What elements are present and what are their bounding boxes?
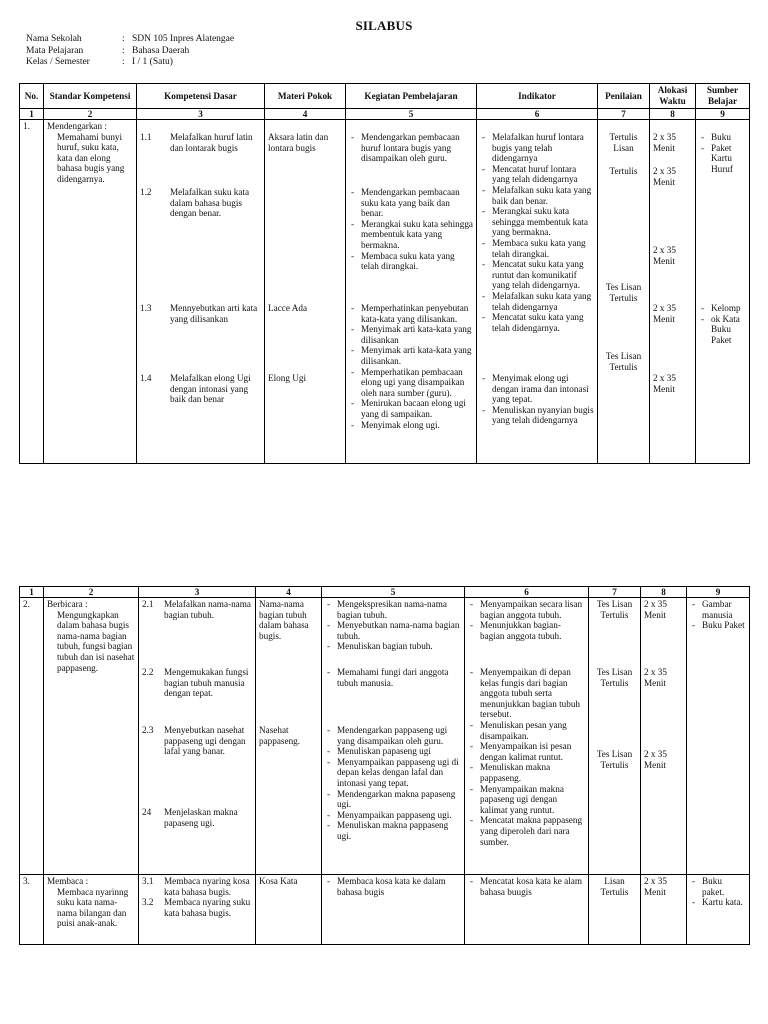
list-item: - Mengekspresikan nama-nama bagian tubuh. (325, 599, 461, 620)
col-number: 8 (641, 587, 687, 598)
kegiatan-list (325, 876, 461, 897)
kd-item (142, 725, 252, 757)
sumber-belajar-cell (696, 120, 750, 464)
kegiatan-list (349, 187, 473, 272)
kd-text: Melafalkan suku kata dalam bahasa bugis dengan benar. (170, 187, 250, 219)
alokasi-waktu-cell (650, 120, 696, 464)
materi-pokok-cell: Kosa Kata (256, 875, 322, 945)
alokasi-item: Menit (653, 143, 675, 153)
list-item: - Mencatat suku kata yang telah didengarnya. (480, 312, 594, 333)
alokasi-item: Menit (653, 177, 675, 187)
list-item: - Menuliskan makna pappaseng ugi. (325, 820, 461, 841)
list-item-cont: Huruf (711, 163, 733, 174)
penilaian-item: Lisan (604, 876, 625, 886)
indikator-cell (477, 120, 598, 464)
penilaian-item: Tertulis (600, 678, 629, 688)
kd-item (140, 303, 261, 324)
table-row (20, 120, 750, 464)
sumber-belajar-cell (687, 598, 750, 875)
alokasi-waktu-cell (641, 598, 687, 875)
meta-value: SDN 105 Inpres Alatengae (132, 34, 235, 44)
materi-item: Lacce Ada (268, 303, 308, 313)
col-number: 5 (322, 587, 465, 598)
kd-text: Menjelaskan makna papaseng ugi. (164, 807, 238, 828)
list-item: - Mendengarkan pembacaan suku kata yang baik dan benar. (349, 187, 473, 219)
kd-text: Membaca nyaring kosa kata bahasa bugis. (164, 876, 250, 897)
meta-row-class: Kelas / Semester : I / 1 (Satu) (26, 57, 173, 67)
col-number: 2 (44, 109, 137, 120)
list-item: - Mencatat makna pappaseng yang diperoleh dari nara sumber. (468, 815, 585, 847)
list-item: - Mendengarkan pembacaan huruf lontara bugis yang disampaikan oleh guru. (349, 132, 473, 164)
list-item-cont: Paket (711, 334, 732, 345)
alokasi-item: Menit (653, 314, 675, 324)
penilaian-item: Tertulis (609, 293, 638, 303)
kd-item (142, 667, 252, 699)
alokasi-item: 2 x 35 (653, 132, 676, 142)
penilaian-item: Tes Lisan (605, 282, 642, 292)
penilaian-item: Tertulis (600, 610, 629, 620)
list-item: - Menirukan bacaan elong ugi yang di sampaikan. (349, 398, 473, 419)
materi-item: Nama-nama bagian tubuh dalam bahasa bugis. (259, 599, 309, 641)
list-item: - Menyampaikan pappaseng ugi. (325, 810, 461, 821)
kd-item (142, 599, 252, 620)
materi-pokok-cell (265, 120, 346, 464)
sk-heading: Mendengarkan : (47, 121, 107, 131)
kd-code: 24 (142, 807, 152, 817)
sumber-list (699, 132, 746, 174)
penilaian-cell (589, 875, 641, 945)
list-item: - Mencatat kosa kata ke alam bahasa buugis (468, 876, 585, 897)
list-item: - Melafalkan huruf lontara bugis yang telah didengarnya (480, 132, 594, 164)
col-number: 9 (696, 109, 750, 120)
alokasi-item: Menit (644, 760, 666, 770)
kompetensi-dasar-cell (139, 875, 256, 945)
col-number: 4 (256, 587, 322, 598)
indikator-list (480, 373, 594, 426)
list-item: - Merangkai suku kata sehingga membentuk kata yang bermakna. (480, 206, 594, 238)
alokasi-item: Menit (653, 256, 675, 266)
penilaian-item: Tes Lisan (605, 351, 642, 361)
column-number-row (20, 109, 750, 120)
kd-code: 3.1 (142, 876, 154, 886)
header-indikator: Indikator (477, 84, 598, 109)
list-item: - Menyampaikan makna papaseng ugi dengan kalimat yang runtut. (468, 784, 585, 816)
list-item: - Kartu kata. (690, 897, 746, 908)
kd-item (140, 187, 261, 219)
kd-item (140, 132, 261, 153)
list-item: - Memahami fungi dari anggota tubuh manusia. (325, 667, 461, 688)
list-item: - Menyempaikan di depan kelas fungis dari bagian anggota tubuh serta menunjukkan bagian tubuh tersebut. (468, 667, 585, 720)
alokasi-item: Menit (653, 384, 675, 394)
alokasi-item: 2 x 35 (653, 303, 676, 313)
header-kompetensi-dasar: Kompetensi Dasar (137, 84, 265, 109)
header-penilaian: Penilaian (598, 84, 650, 109)
header-standar-kompetensi: Standar Kompetensi (44, 84, 137, 109)
header-materi-pokok: Materi Pokok (265, 84, 346, 109)
kd-text: Membaca nyaring suku kata bahasa bugis. (164, 897, 251, 918)
list-item: - Mendengarkan makna papaseng ugi. (325, 789, 461, 810)
list-item: - Melafalkan suku kata yang baik dan benar. (480, 185, 594, 206)
kd-code: 3.2 (142, 897, 154, 908)
list-item: - Menyampaikan secara lisan bagian anggota tubuh. (468, 599, 585, 620)
kd-item (140, 373, 261, 405)
sk-heading: Berbicara : (47, 599, 88, 609)
list-item: - Mencatat huruf lontara yang telah didengarnya (480, 164, 594, 185)
list-item: - ok Kata (699, 314, 746, 325)
kompetensi-dasar-cell (137, 120, 265, 464)
list-item: - Merangkai suku kata sehingga membentuk kata yang bermakna. (349, 219, 473, 251)
column-number-row (20, 587, 750, 598)
sk-heading: Membaca : (47, 876, 89, 886)
col-number: 7 (598, 109, 650, 120)
meta-label: Nama Sekolah (26, 34, 82, 44)
penilaian-item: Tertulis (609, 132, 638, 142)
list-item: - Gambar manusia (690, 599, 746, 620)
sk-text: Membaca nyarinng suku kata nama-nama bilangan dan puisi anak-anak. (57, 886, 129, 929)
meta-value: Bahasa Daerah (132, 45, 190, 56)
document-title: SILABUS (355, 18, 413, 33)
list-item: - Menyimak arti kata-kata yang dilisankan. (349, 345, 473, 366)
alokasi-item: 2 x 35 (653, 166, 676, 176)
list-item: - Memperhatikan pembacaan elong ugi yang disampaikan oleh nara sumber (guru). (349, 367, 473, 399)
col-number: 1 (20, 109, 44, 120)
list-item: - Menyampaikan isi pesan dengan kalimat runtut. (468, 741, 585, 762)
list-item: - Menuliskan papaseng ugi (325, 746, 461, 757)
list-item: - Paket (699, 143, 746, 154)
syllabus-table-part-2 (19, 586, 750, 945)
col-number: 1 (20, 587, 44, 598)
kegiatan-pembelajaran-cell (322, 598, 465, 875)
alokasi-item: Menit (644, 678, 666, 688)
list-item: - Membaca suku kata yang telah dirangkai. (349, 251, 473, 272)
sumber-list (690, 599, 746, 631)
kd-item (142, 897, 252, 918)
list-item: - Buku paket. (690, 876, 746, 897)
col-number: 8 (650, 109, 696, 120)
alokasi-item: Menit (644, 610, 666, 620)
penilaian-item: Lisan (613, 143, 634, 153)
penilaian-cell (589, 598, 641, 875)
meta-row-subject: Mata Pelajaran : Bahasa Daerah (26, 45, 190, 56)
list-item: - Buku Paket (690, 620, 746, 631)
list-item: - Menunjukkan bagian-bagian anggota tubuh. (468, 620, 585, 641)
list-item: - Mencatat suku kata yang runtut dan komunikatif yang telah didengarnya. (480, 259, 594, 291)
indikator-cell (465, 875, 589, 945)
row-number: 1. (20, 120, 44, 464)
list-item: - Menyimak elong ugi. (349, 420, 473, 431)
indikator-list (468, 667, 585, 847)
kegiatan-list (325, 599, 461, 652)
kd-text: Menyebutkan nasehat pappaseng ugi dengan lafal yang banar. (164, 725, 246, 757)
penilaian-item: Tes Lisan (596, 667, 633, 677)
materi-pokok-cell (256, 598, 322, 875)
sumber-list (699, 303, 746, 345)
list-item: - Membaca suku kata yang telah dirangkai. (480, 238, 594, 259)
list-item: - Menuliskan pesan yang disampaikan. (468, 720, 585, 741)
kd-code: 2.2 (142, 667, 154, 677)
kd-code: 1.4 (140, 373, 152, 383)
col-number: 2 (44, 587, 139, 598)
col-number: 4 (265, 109, 346, 120)
header-alokasi-waktu: Alokasi Waktu (650, 84, 696, 109)
indikator-list (480, 132, 594, 333)
col-number: 3 (137, 109, 265, 120)
list-item: - Melafalkan suku kata yang telah didengarnya (480, 291, 594, 312)
header-sumber-belajar: Sumber Belajar (696, 84, 750, 109)
kd-text: Melafalkan elong Ugi dengan intonasi yang baik dan benar (170, 373, 251, 405)
list-item: - Menuliskan bagian tubuh. (325, 641, 461, 652)
kd-code: 2.1 (142, 599, 154, 609)
school-info (26, 34, 234, 69)
materi-item: Aksara latin dan lontara bugis (268, 132, 329, 153)
col-number: 7 (589, 587, 641, 598)
penilaian-item: Tes Lisan (596, 749, 633, 759)
alokasi-item: 2 x 35 (653, 373, 676, 383)
kompetensi-dasar-cell (139, 598, 256, 875)
kd-code: 1.2 (140, 187, 152, 197)
materi-item: Elong Ugi (268, 373, 307, 383)
kegiatan-list (349, 132, 473, 164)
kd-code: 2.3 (142, 725, 154, 735)
table-row (20, 598, 750, 875)
list-item: - Menyimak arti kata-kata yang dilisankan (349, 324, 473, 345)
kd-code: 1.1 (140, 132, 152, 142)
kegiatan-list (325, 667, 461, 688)
alokasi-waktu-cell (641, 875, 687, 945)
penilaian-item: Tertulis (600, 886, 629, 897)
syllabus-table-part-1 (19, 83, 750, 464)
sumber-list (690, 876, 746, 908)
penilaian-item: Tertulis (609, 362, 638, 372)
list-item: - Mendengarkan pappaseng ugi yang disampaikan oleh guru. (325, 725, 461, 746)
kegiatan-list (349, 303, 473, 430)
standar-kompetensi-cell (44, 875, 139, 945)
row-number: 3. (20, 875, 44, 945)
sk-text: Memahami bunyi huruf, suku kata, kata dan elong bahasa bugis yang didengarnya. (57, 131, 125, 184)
kd-item (142, 876, 252, 897)
penilaian-item: Tertulis (609, 166, 638, 176)
kd-item (142, 807, 252, 828)
penilaian-item: Tertulis (600, 760, 629, 770)
meta-label: Mata Pelajaran (26, 45, 84, 56)
kd-text: Mengemukakan fungsi bagian tubuh manusia dengan tepat. (164, 667, 249, 699)
list-item: - Menyebutkan nama-nama bagian tubuh. (325, 620, 461, 641)
list-item-cont: Buku (711, 324, 731, 335)
indikator-list (468, 599, 585, 641)
standar-kompetensi-cell (44, 598, 139, 875)
kegiatan-pembelajaran-cell (346, 120, 477, 464)
list-item: - Menyampaikan pappaseng ugi di depan kelas dengan lafal dan intonasi yang tepat. (325, 757, 461, 789)
list-item: - Kelomp (699, 303, 746, 314)
kd-text: Melafalkan nama-nama bagian tubuh. (164, 599, 251, 620)
indikator-list (468, 876, 585, 897)
list-item: - Menuliskan nyanyian bugis yang telah didengarnya (480, 405, 594, 426)
alokasi-item: 2 x 35 (644, 876, 667, 886)
alokasi-item: Menit (644, 886, 666, 897)
meta-row-school: Nama Sekolah : SDN 105 Inpres Alatengae (26, 34, 235, 44)
list-item: - Menuliskan makna pappaseng. (468, 762, 585, 783)
col-number: 3 (139, 587, 256, 598)
penilaian-item: Tes Lisan (596, 599, 633, 609)
header-kegiatan-pembelajaran: Kegiatan Pembelajaran (346, 84, 477, 109)
col-number: 5 (346, 109, 477, 120)
sumber-belajar-cell (687, 875, 750, 945)
alokasi-item: 2 x 35 (653, 245, 676, 255)
kd-text: Mennyebutkan arti kata yang dilisankan (170, 303, 258, 324)
list-item-cont: Kartu (711, 153, 732, 164)
list-item: - Buku (699, 132, 746, 143)
kegiatan-list (325, 725, 461, 842)
col-number: 6 (477, 109, 598, 120)
list-item: - Membaca kosa kata ke dalam bahasa bugis (325, 876, 461, 897)
col-number: 6 (465, 587, 589, 598)
indikator-cell (465, 598, 589, 875)
alokasi-item: 2 x 35 (644, 667, 667, 677)
alokasi-item: 2 x 35 (644, 599, 667, 609)
meta-label: Kelas / Semester (26, 57, 90, 67)
list-item: - Memperhatinkan penyebutan kata-kata yang dilisankan. (349, 303, 473, 324)
header-row (20, 84, 750, 109)
kd-text: Melafalkan huruf latin dan lontarak bugis (170, 132, 253, 153)
table-row (20, 875, 750, 945)
header-no: No. (20, 84, 44, 109)
alokasi-item: 2 x 35 (644, 749, 667, 759)
penilaian-cell (598, 120, 650, 464)
list-item: - Menyimak elong ugi dengan irama dan intonasi yang tepat. (480, 373, 594, 405)
kegiatan-pembelajaran-cell (322, 875, 465, 945)
kd-code: 1.3 (140, 303, 152, 313)
meta-value: I / 1 (Satu) (132, 57, 173, 67)
materi-item: Nasehat pappaseng. (259, 725, 301, 746)
col-number: 9 (687, 587, 750, 598)
standar-kompetensi-cell (44, 120, 137, 464)
sk-text: Mengungkapkan dalam bahasa bugis nama-nama bagian tubuh, fungsi bagian tubuh dan isi nasehat pappaseng. (57, 609, 135, 673)
row-number: 2. (20, 598, 44, 875)
